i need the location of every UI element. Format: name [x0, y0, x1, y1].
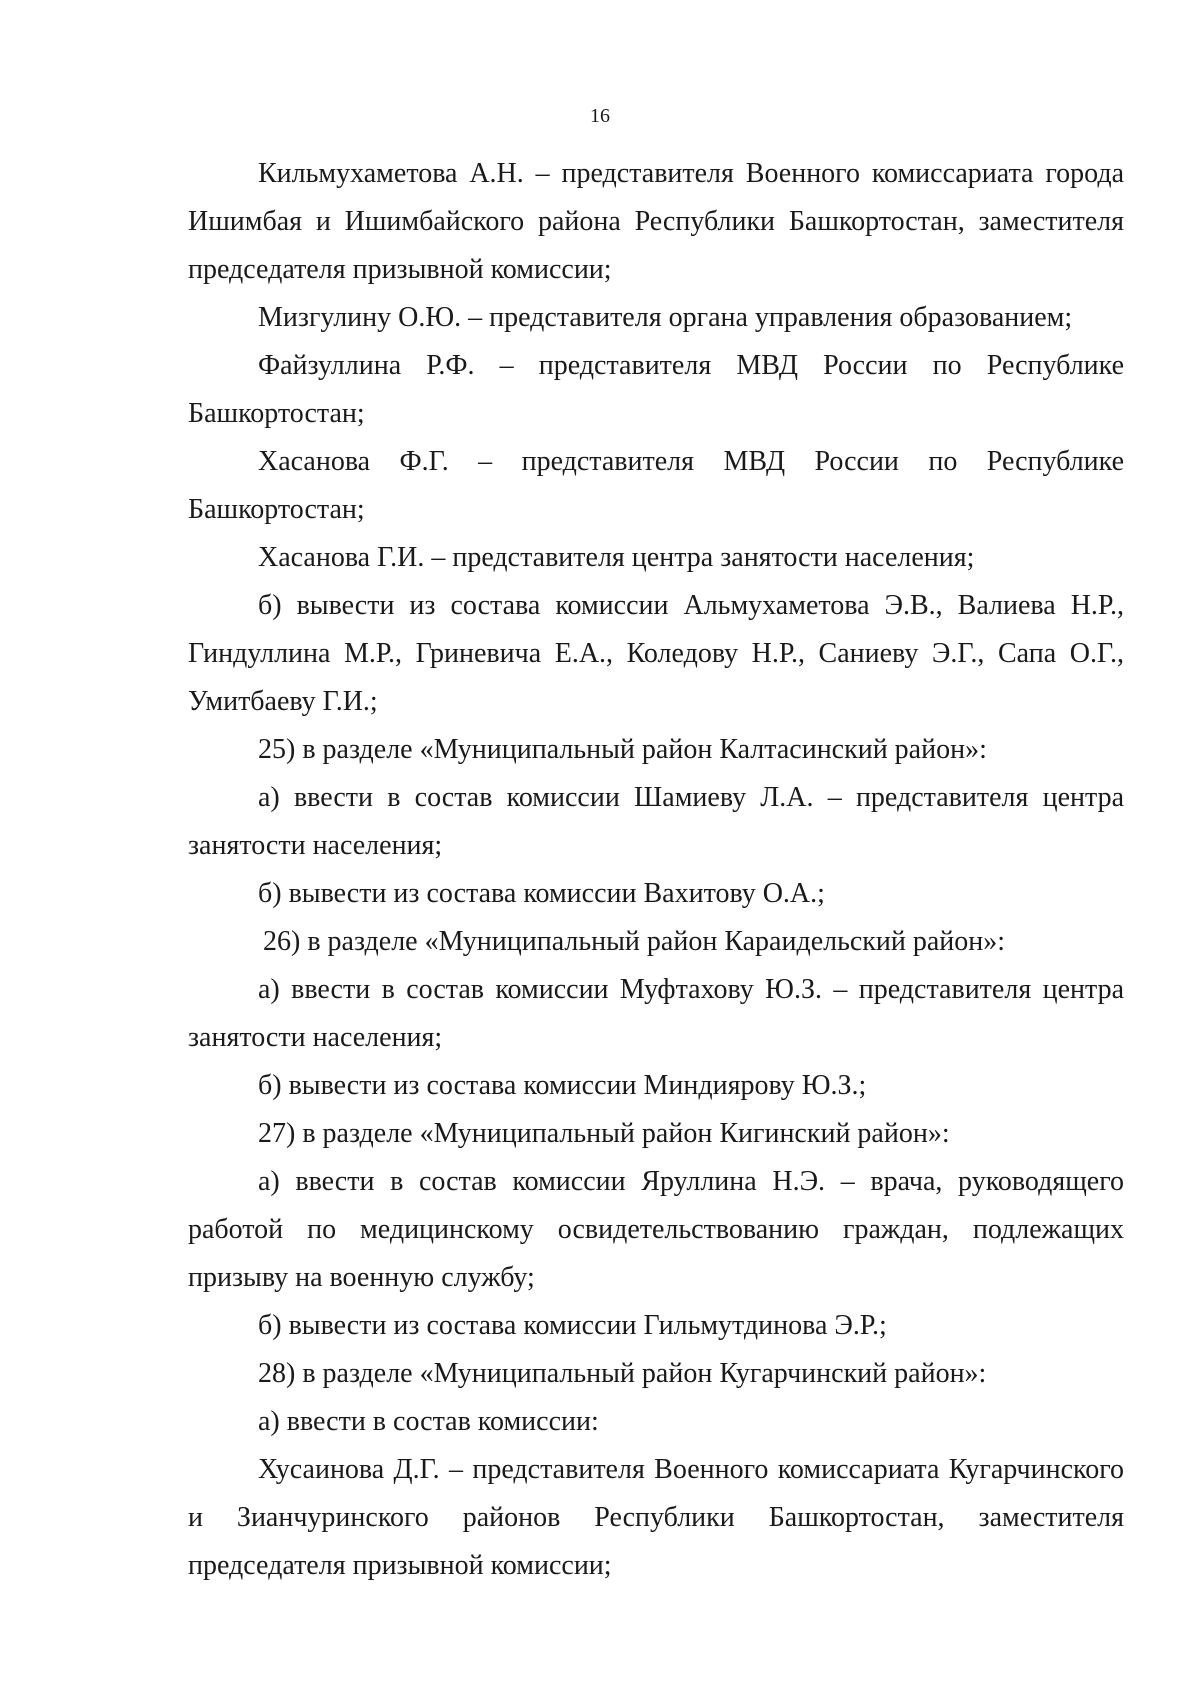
paragraph: а) ввести в состав комиссии Шамиеву Л.А. – представителя центра занятости населения; [188, 782, 1124, 861]
paragraph: Кильмухаметова А.Н. – представителя Военного комиссариата города Ишимбая и Ишимбайского района Республики Башкортостан, заместителя председателя призывной комиссии; [188, 158, 1124, 285]
paragraph: 28) в разделе «Муниципальный район Кугарчинский район»: [258, 1358, 987, 1389]
paragraph: Хасанова Г.И. – представителя центра занятости населения; [258, 542, 975, 573]
paragraph: Файзуллина Р.Ф. – представителя МВД России по Республике Башкортостан; [188, 350, 1124, 429]
paragraph: б) вывести из состава комиссии Миндиярову Ю.З.; [258, 1070, 867, 1101]
paragraph: б) вывести из состава комиссии Альмухаметова Э.В., Валиева Н.Р., Гиндуллина М.Р., Гриневича Е.А., Коледову Н.Р., Саниеву Э.Г., Сапа О.Г., Умитбаеву Г.И.; [188, 590, 1124, 717]
paragraph: б) вывести из состава комиссии Гильмутдинова Э.Р.; [258, 1310, 887, 1341]
paragraph: 26) в разделе «Муниципальный район Караидельский район»: [263, 926, 1006, 957]
paragraph: 25) в разделе «Муниципальный район Калтасинский район»: [258, 734, 987, 765]
paragraph: а) ввести в состав комиссии: [258, 1406, 599, 1437]
paragraph: а) ввести в состав комиссии Муфтахову Ю.З. – представителя центра занятости населения; [188, 974, 1124, 1053]
document-body [188, 150, 1124, 1590]
paragraph: б) вывести из состава комиссии Вахитову О.А.; [258, 878, 825, 909]
paragraph: Мизгулину О.Ю. – представителя органа управления образованием; [258, 302, 1073, 333]
paragraph: Хасанова Ф.Г. – представителя МВД России по Республике Башкортостан; [188, 446, 1124, 525]
paragraph: 27) в разделе «Муниципальный район Кигинский район»: [258, 1118, 950, 1149]
paragraph: Хусаинова Д.Г. – представителя Военного комиссариата Кугарчинского и Зианчуринского районов Республики Башкортостан, заместителя председателя призывной комиссии; [188, 1454, 1124, 1581]
page-number: 16 [590, 105, 610, 127]
paragraph: а) ввести в состав комиссии Яруллина Н.Э. – врача, руководящего работой по медицинскому освидетельствованию граждан, подлежащих призыву на военную службу; [188, 1166, 1124, 1293]
